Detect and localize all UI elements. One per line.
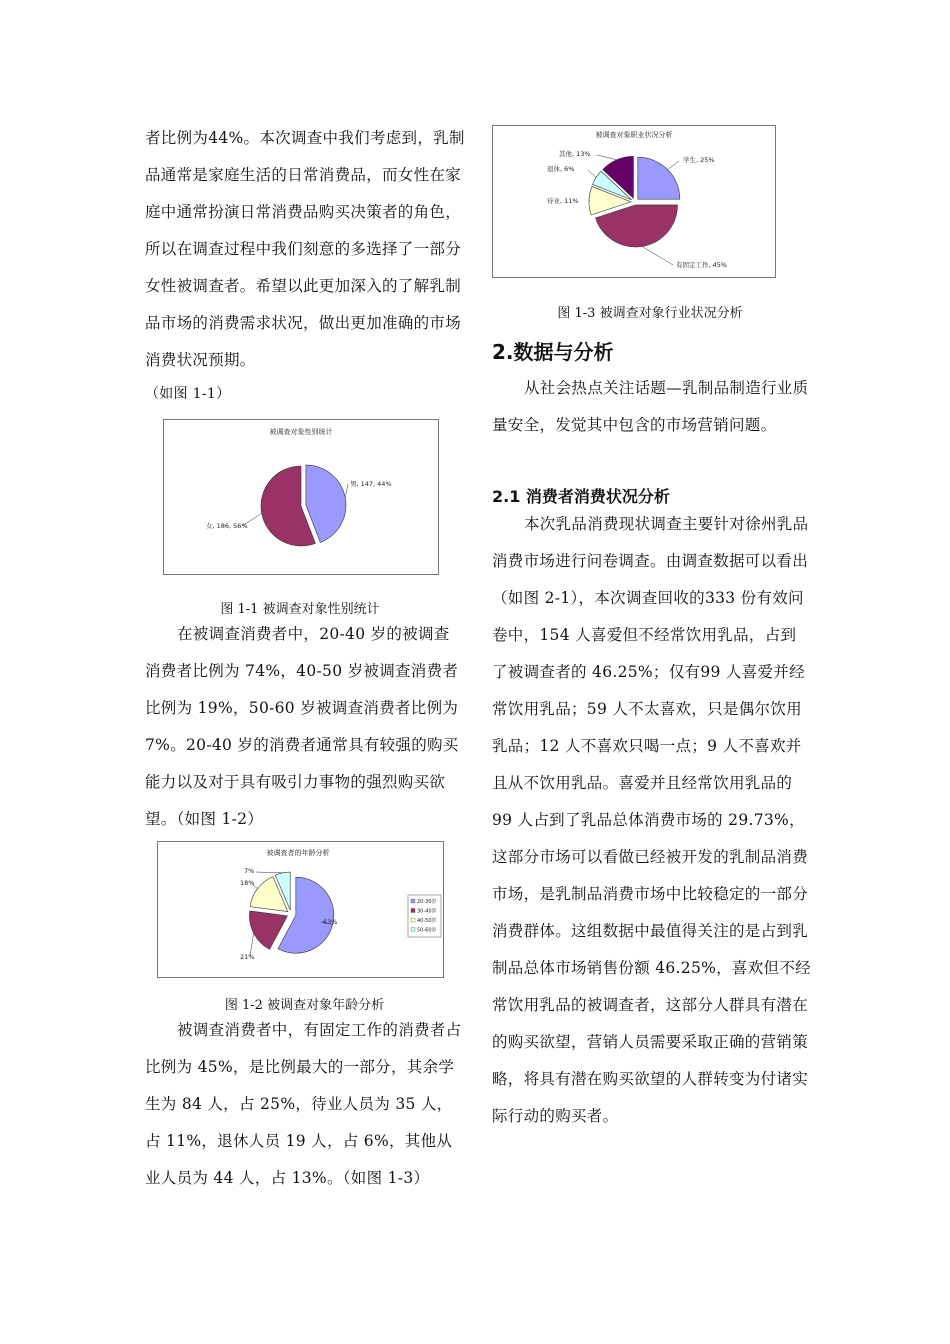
section-heading-2: 2.数据与分析 — [492, 340, 614, 364]
chart-gender — [163, 419, 439, 575]
chart-title: 被调查者的年龄分析 — [266, 849, 330, 857]
slice-label: 18% — [240, 879, 255, 887]
leader-line — [642, 246, 673, 265]
pie-slice — [638, 157, 680, 199]
subsection-heading-2-1: 2.1 消费者消费状况分析 — [492, 487, 670, 506]
caption-figure-1-3: 图 1-3 被调查对象行业状况分析 — [557, 306, 743, 321]
slice-label: 退休, 6% — [547, 165, 575, 173]
legend-label: 30-40岁 — [417, 908, 437, 915]
chart-title: 被调查对象性别统计 — [269, 428, 333, 436]
slice-label: 63% — [323, 918, 338, 926]
age-pie-svg — [158, 842, 443, 977]
paragraph-consumer-analysis: 本次乳品消费现状调查主要针对徐州乳品消费市场进行问卷调查。由调查数据可以看出（如图 2-1），本次调查回收的333 份有效问卷中，154 人喜爱但不经常饮用乳品，占到了被调查者的 46.25%；仅有99 人喜爱并经常饮用乳品；59 人不太喜欢，只是偶尔饮用乳品；12 人不喜欢只喝一点；9 人不喜欢并且从不饮用乳品。喜爱并且经常饮用乳品的 99 人占到了乳品总体消费市场的 29.73%，这部分市场可以看做已经被开发的乳制品消费市场，是乳制品消费市场中比较稳定的一部分消费群体。这组数据中最值得关注的是占到乳制品总体市场销售份额 46.25%，喜欢但不经常饮用乳品的被调查者，这部分人群具有潜在的购买欲望，营销人员需要采取正确的营销策略，将具有潜在购买欲望的人群转变为付诸实际行动的购买者。 — [492, 515, 811, 1125]
paragraph-data-analysis: 从社会热点关注话题—乳制品制造行业质量安全，发觉其中包含的市场营销问题。 — [492, 379, 809, 434]
leader-line — [256, 872, 283, 873]
legend-swatch — [411, 928, 415, 932]
gender-pie-svg — [164, 420, 438, 574]
pie-slice — [596, 205, 678, 247]
pie-slice — [306, 465, 346, 542]
paragraph-occupation-note: 被调查消费者中，有固定工作的消费者占比例为 45%，是比例最大的一部分，其余学生为 84 人，占 25%，待业人员为 35 人，占 11%，退休人员 19 人，占 6%，其他从业人员为 44 人，占 13%。（如图 1-3） — [145, 1021, 462, 1187]
leader-line — [588, 170, 596, 177]
slice-label: 7% — [244, 867, 255, 875]
chart-title: 被调查对象职业状况分析 — [595, 131, 673, 139]
age-legend — [408, 895, 441, 937]
paragraph-age-note: 在被调查消费者中，20-40 岁的被调查消费者比例为 74%，40-50 岁被调查消费者比例为 19%，50-60 岁被调查消费者比例为 7%。20-40 岁的消费者通常具有较强的购买能力以及对于具有吸引力事物的强烈购买欲望。（如图 1-2） — [145, 625, 459, 828]
slice-label: 其他, 13% — [559, 150, 591, 158]
left-text-block-1 — [145, 120, 465, 407]
leader-line — [345, 484, 348, 498]
left-text-block-2 — [145, 616, 465, 838]
caption-figure-1-1: 图 1-1 被调查对象性别统计 — [220, 602, 380, 617]
slice-label: 待业, 11% — [547, 197, 579, 205]
legend-label: 50-60岁 — [417, 927, 437, 934]
legend-swatch — [411, 918, 415, 922]
right-text-block-2 — [492, 506, 812, 1135]
right-text-block-1 — [492, 370, 812, 444]
slice-label: 有固定工作, 45% — [676, 261, 728, 269]
slice-label: 21% — [240, 953, 255, 961]
leader-line — [597, 155, 617, 160]
slice-label: 学生, 25% — [683, 156, 715, 164]
slice-label: 男, 147, 44% — [350, 480, 392, 488]
figure-ref-1-1: （如图 1-1） — [145, 386, 231, 402]
occupation-pie-svg — [493, 126, 775, 277]
slice-label: 女, 186, 56% — [206, 522, 248, 530]
caption-figure-1-2: 图 1-2 被调查对象年龄分析 — [224, 998, 385, 1013]
paragraph-gender-note: 者比例为44%。本次调查中我们考虑到，乳制品通常是家庭生活的日常消费品，而女性在家庭中通常扮演日常消费品购买决策者的角色，所以在调查过程中我们刻意的多选择了一部分女性被调查者。希望以此更加深入的了解乳制品市场的消费需求状况，做出更加准确的市场消费状况预期。 — [145, 129, 465, 369]
legend-swatch — [411, 909, 415, 913]
legend-label: 20-30岁 — [417, 899, 437, 905]
left-text-block-3 — [145, 1012, 465, 1197]
leader-line — [668, 161, 679, 169]
chart-occupation — [492, 125, 776, 278]
legend-swatch — [411, 899, 415, 903]
legend-label: 40-50岁 — [417, 918, 437, 924]
chart-age — [157, 841, 444, 978]
